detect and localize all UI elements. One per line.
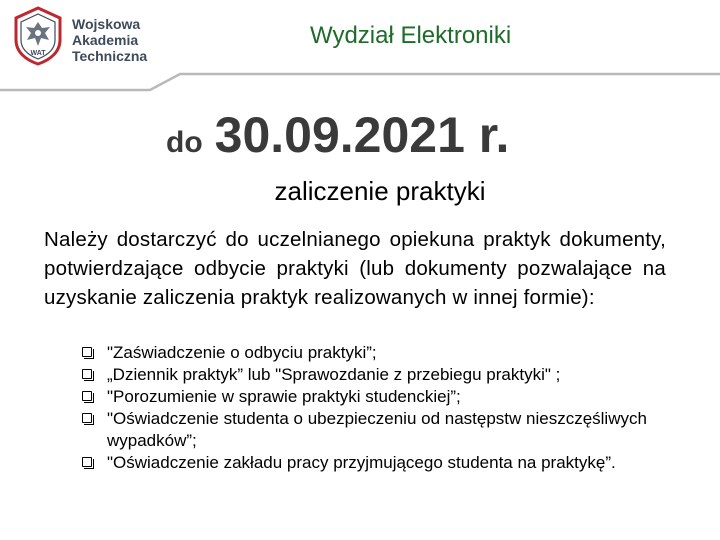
crest-label: WAT (30, 50, 46, 57)
deadline-heading (166, 106, 509, 164)
wat-logo (8, 6, 158, 66)
checkbox-bullet-icon (82, 413, 92, 423)
list-item (82, 364, 682, 386)
wat-crest-icon (8, 6, 68, 66)
list-item-text: "Porozumienie w sprawie praktyki studenckiej”; (107, 387, 461, 406)
subtitle-text: zaliczenie praktyki (274, 176, 486, 206)
documents-list (82, 342, 682, 474)
list-item (82, 452, 682, 474)
checkbox-bullet-icon (82, 347, 92, 357)
checkbox-bullet-icon (82, 369, 92, 379)
deadline-date: 30.09.2021 r. (214, 107, 510, 163)
logo-line-1: Wojskowa (72, 16, 141, 32)
header-divider (0, 62, 720, 92)
checkbox-bullet-icon (82, 457, 92, 467)
intro-paragraph: Należy dostarczyć do uczelnianego opiekuna praktyk dokumenty, potwierdzające odbycie praktyki (lub dokumenty pozwalające na uzyskanie zaliczenia praktyk realizowanych w innej formie): (44, 228, 666, 309)
logo-line-2: Akademia (72, 32, 139, 48)
list-item-text: „Dziennik praktyk” lub "Sprawozdanie z przebiegu praktyki" ; (107, 365, 561, 384)
faculty-title: Wydział Elektroniki (310, 22, 512, 49)
list-item (82, 408, 682, 452)
list-item-text: "Oświadczenie zakładu pracy przyjmującego studenta na praktykę”. (107, 453, 616, 472)
logo-wordmark (72, 16, 147, 64)
list-item (82, 386, 682, 408)
list-item-text: "Zaświadczenie o odbyciu praktyki”; (107, 343, 377, 362)
logo-line-3: Techniczna (72, 48, 148, 64)
deadline-prefix: do (166, 126, 203, 159)
subtitle (0, 176, 720, 207)
list-item (82, 342, 682, 364)
checkbox-bullet-icon (82, 391, 92, 401)
list-item-text: "Oświadczenie studenta o ubezpieczeniu od następstw nieszczęśliwych wypadków”; (107, 409, 647, 450)
